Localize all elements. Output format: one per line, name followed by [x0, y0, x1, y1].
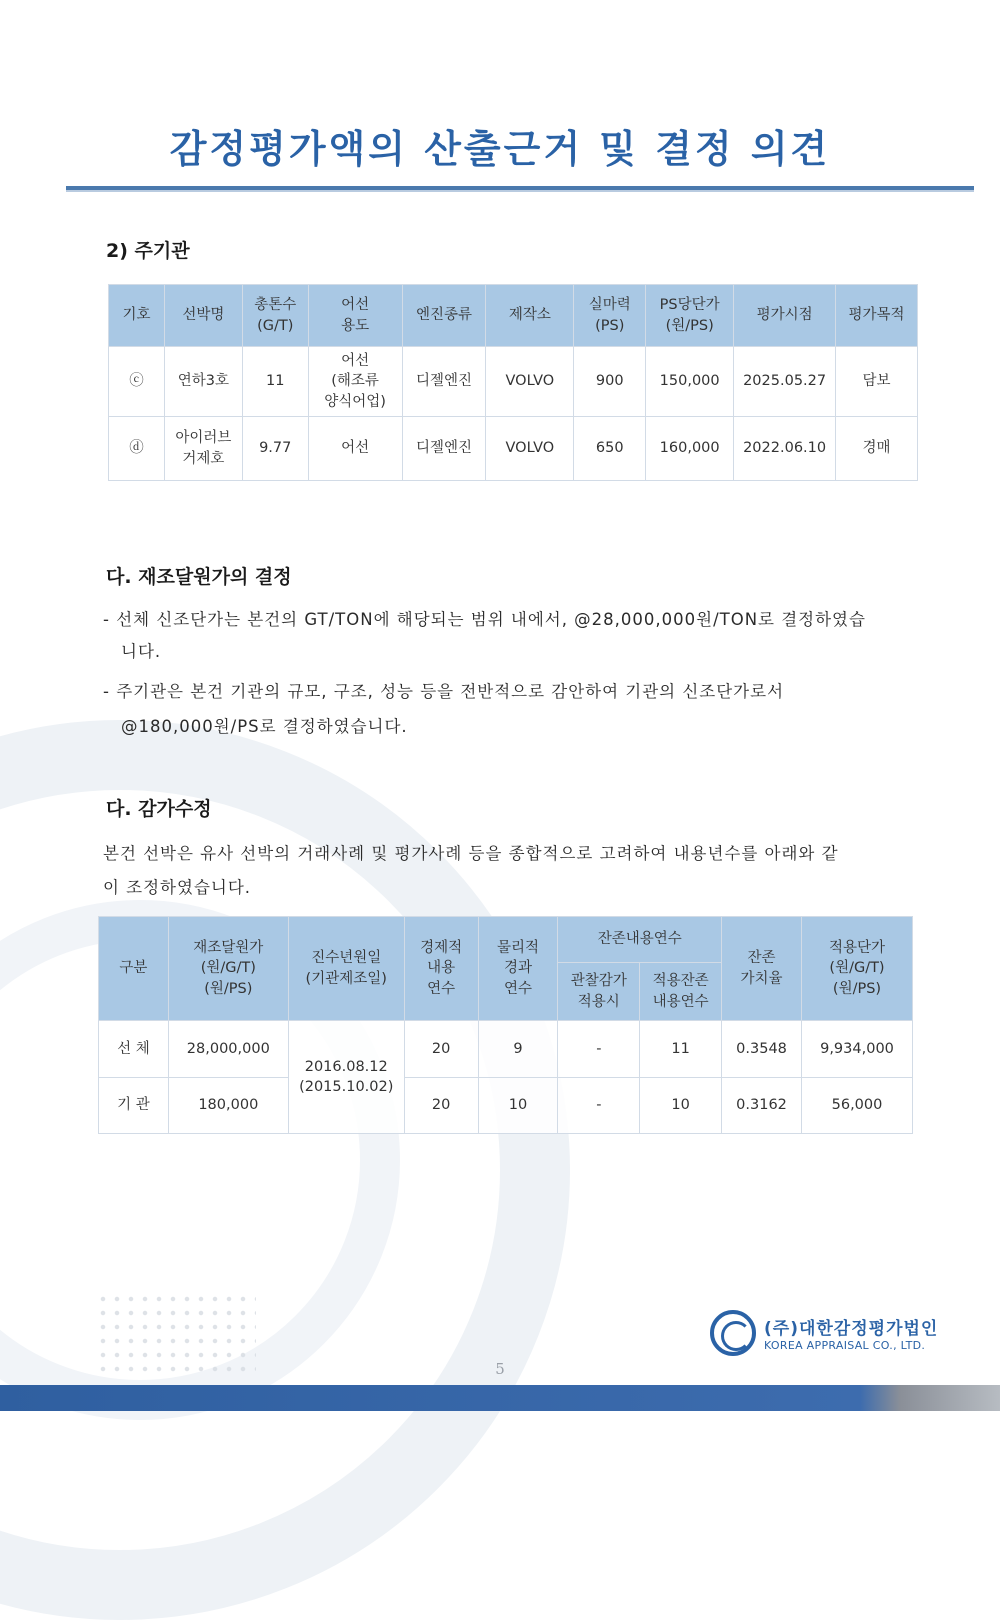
cost-paragraph-2-cont: @180,000원/PS로 결정하였습니다. [121, 717, 408, 736]
footer-bar [0, 1385, 1000, 1411]
depr-header-residual: 잔존 가치율 [722, 917, 802, 1021]
depr-cell-econ: 20 [404, 1078, 478, 1134]
page-number: 5 [495, 1360, 505, 1378]
depr-header-remain-b: 적용잔존 내용연수 [640, 963, 722, 1021]
engine-cell: 아이러브 거제호 [164, 417, 242, 481]
depr-cell-unit: 56,000 [802, 1078, 913, 1134]
depr-cell-cost: 180,000 [168, 1078, 288, 1134]
company-logo-icon [710, 1310, 756, 1356]
engine-cell: 디젤엔진 [402, 417, 486, 481]
depr-header-remain-a: 관찰감가 적용시 [558, 963, 640, 1021]
engine-cell: ⓒ [109, 347, 165, 417]
depr-cell-unit: 9,934,000 [802, 1021, 913, 1078]
depr-cell-remain-a: - [558, 1021, 640, 1078]
company-name-english: KOREA APPRAISAL CO., LTD. [764, 1339, 926, 1352]
depr-cell-remain-a: - [558, 1078, 640, 1134]
engine-cell: 900 [574, 347, 646, 417]
engine-header-cell: 어선 용도 [308, 285, 402, 347]
engine-cell: 2022.06.10 [734, 417, 836, 481]
depr-header-phys: 물리적 경과 연수 [478, 917, 558, 1021]
table-row [99, 1078, 913, 1134]
depr-header-gubun: 구분 [99, 917, 169, 1021]
depr-cell-date: 2016.08.12 (2015.10.02) [288, 1021, 404, 1134]
depr-cell-cost: 28,000,000 [168, 1021, 288, 1078]
engine-header-cell: 총톤수 (G/T) [242, 285, 308, 347]
engine-cell: 11 [242, 347, 308, 417]
depr-cell-remain-b: 11 [640, 1021, 722, 1078]
engine-cell: 160,000 [646, 417, 734, 481]
depr-header-date: 진수년원일 (기관제조일) [288, 917, 404, 1021]
depr-header-remain-group: 잔존내용연수 [558, 917, 722, 963]
engine-cell: 연하3호 [164, 347, 242, 417]
engine-section-heading: 2) 주기관 [106, 240, 190, 262]
depr-header-econ: 경제적 내용 연수 [404, 917, 478, 1021]
depreciation-paragraph-cont: 이 조정하였습니다. [103, 878, 252, 897]
depr-cell-remain-b: 10 [640, 1078, 722, 1134]
depreciation-section-heading: 다. 감가수정 [106, 798, 212, 820]
engine-header-cell: 엔진종류 [402, 285, 486, 347]
depr-cell-econ: 20 [404, 1021, 478, 1078]
table-row [109, 417, 918, 481]
title-divider [66, 186, 974, 192]
engine-cell: VOLVO [486, 417, 574, 481]
depreciation-paragraph: 본건 선박은 유사 선박의 거래사례 및 평가사례 등을 종합적으로 고려하여 내용년수를 아래와 같 [103, 844, 839, 863]
depreciation-table [98, 916, 913, 1134]
engine-header-cell: 제작소 [486, 285, 574, 347]
depr-header-unit: 적용단가 (원/G/T) (원/PS) [802, 917, 913, 1021]
engine-header-cell: 평가시점 [734, 285, 836, 347]
engine-cell: 어선 [308, 417, 402, 481]
depr-cell-residual: 0.3548 [722, 1021, 802, 1078]
engine-cell: 9.77 [242, 417, 308, 481]
engine-cell: 2025.05.27 [734, 347, 836, 417]
cost-section-heading: 다. 재조달원가의 결정 [106, 566, 292, 588]
engine-table-header-row [109, 285, 918, 347]
engine-cell: 어선 (해조류 양식어업) [308, 347, 402, 417]
table-row [99, 1021, 913, 1078]
cost-paragraph-1-cont: 니다. [121, 642, 162, 661]
engine-header-cell: 실마력 (PS) [574, 285, 646, 347]
company-logo [706, 1308, 966, 1364]
depr-header-cost: 재조달원가 (원/G/T) (원/PS) [168, 917, 288, 1021]
engine-cell: 디젤엔진 [402, 347, 486, 417]
cost-paragraph-2: - 주기관은 본건 기관의 규모, 구조, 성능 등을 전반적으로 감안하여 기관의 신조단가로서 [103, 682, 785, 701]
engine-cell: 650 [574, 417, 646, 481]
cost-paragraph-1: - 선체 신조단가는 본건의 GT/TON에 해당되는 범위 내에서, @28,000,000원/TON로 결정하였습 [103, 610, 866, 629]
table-row [109, 347, 918, 417]
engine-cell: 담보 [836, 347, 918, 417]
engine-header-cell: 평가목적 [836, 285, 918, 347]
engine-cell: VOLVO [486, 347, 574, 417]
depr-cell-phys: 10 [478, 1078, 558, 1134]
engine-table [108, 284, 918, 481]
depr-cell-gubun: 선 체 [99, 1021, 169, 1078]
company-name-korean: (주)대한감정평가법인 [764, 1319, 939, 1339]
depr-cell-gubun: 기 관 [99, 1078, 169, 1134]
engine-header-cell: 선박명 [164, 285, 242, 347]
engine-header-cell: PS당단가 (원/PS) [646, 285, 734, 347]
engine-cell: 150,000 [646, 347, 734, 417]
depr-cell-residual: 0.3162 [722, 1078, 802, 1134]
engine-header-cell: 기호 [109, 285, 165, 347]
engine-cell: 경매 [836, 417, 918, 481]
engine-cell: ⓓ [109, 417, 165, 481]
page-title: 감정평가액의 산출근거 및 결정 의견 [169, 127, 831, 171]
depr-cell-phys: 9 [478, 1021, 558, 1078]
depreciation-header-row [99, 917, 913, 963]
